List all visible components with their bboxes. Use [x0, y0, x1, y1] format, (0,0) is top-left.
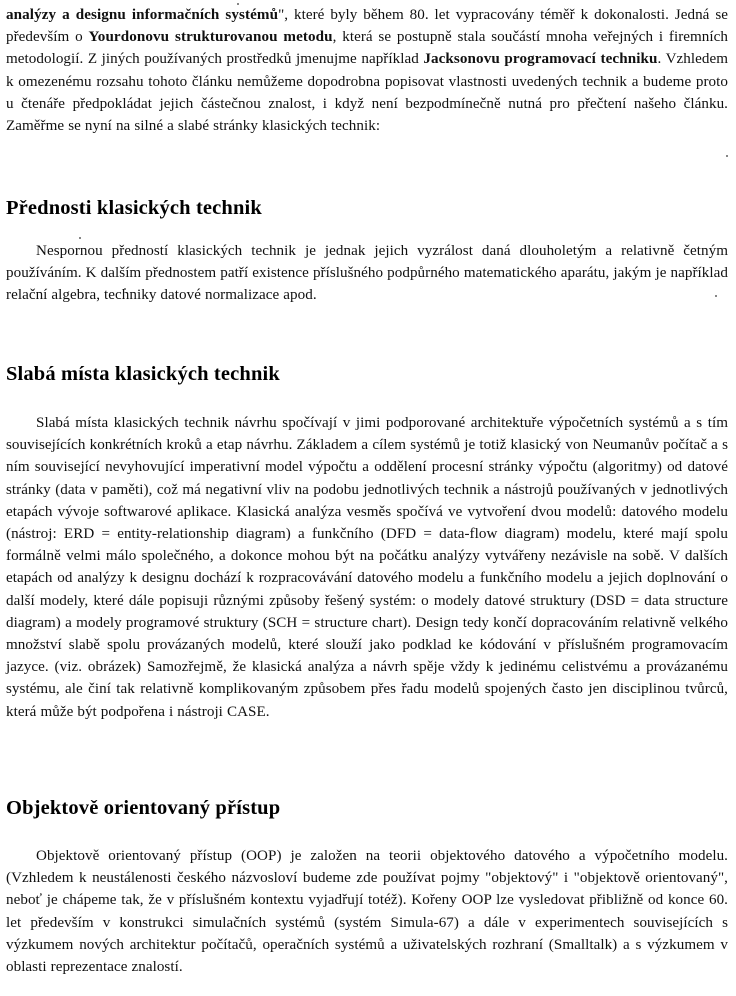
paragraph-block-prednosti — [6, 240, 728, 307]
paragraph-intro-block — [6, 4, 728, 137]
section-heading-block-1 — [6, 196, 728, 220]
paragraph-block-oop — [6, 845, 728, 978]
heading-prednosti-klasickych-technik: Přednosti klasických technik — [6, 197, 262, 219]
section-heading-block-3 — [6, 796, 728, 820]
paragraph-intro-run-6: . Vzhledem k omezenému rozsahu tohoto článku nemůžeme dopodrobna popisovat vlastnosti uvedených technik a budeme proto u čtenáře předpokládat jejich částečnou znalost, i když není bezpodmínečně nutná pro přečtení našeho článku. Zaměřme se nyní na silné a slabé stránky klasických technik: — [6, 51, 729, 135]
paragraph-intro-run-4: , která se postupně stala součástí mnoha veřejných i firemních metodologií. Z jiných používaných prostředků jmenujme například — [6, 29, 728, 68]
paragraph-prednosti: Nespornou předností klasických technik je jednak jejich vyzrálost daná dlouholetým a relativně četným používáním. K dalším přednostem patří existence příslušného podpůrného matematického aparátu, jakým je například relační algebra, techniky datové normalizace apod. — [6, 243, 728, 304]
heading-slaba-mista-klasickych-technik: Slabá místa klasických technik — [6, 363, 280, 385]
section-heading-block-2 — [6, 362, 728, 386]
paragraph-oop: Objektově orientovaný přístup (OOP) je založen na teorii objektového datového a výpočetního modelu. (Vzhledem k neustálenosti českého názvosloví budeme zde používat pojmy "objektový" i "objektově orientovaný", neboť je chápeme tak, že v příslušném kontextu vyjadřují totéž). Kořeny OOP lze vysledovat přibližně od konce 60. let především v konstrukci simulačních systémů (systém Simula-67) a dále v experimentech souvisejících s výzkumem nových architektur počítačů, operačních systémů a uživatelských rozhraní (Smalltalk) a s výzkumem v oblasti reprezentace znalostí. — [6, 848, 728, 976]
paragraph-slaba-mista: Slabá místa klasických technik návrhu spočívají v jimi podporované architektuře výpočetních systémů a s tím souvisejících konkrétních kroků a etap návrhu. Základem a cílem systémů je totiž klasický von Neumanův počítač a s ním související nevyhovující imperativní model výpočtu a oddělení procesní stránky výpočtu (algoritmy) od datové stránky (data v paměti), což má negativní vliv na podobu jednotlivých technik a nástrojů používaných v jednotlivých etapách vývoje softwarové aplikace. Klasická analýza vesměs spočívá ve vytvoření dvou modelů: datového modelu (nástroj: ERD = entity-relationship diagram) a funkčního (DFD = data-flow diagram) modelu, které mají spolu formálně velmi málo společného, a dokonce mohou být na počátku analýzy vytvářeny nezávisle na sobě. V dalších etapách od analýzy k designu dochází k rozpracovávání datového modelu a funkčního modelu a jejich doplnování o další modely, které dále popisuji různými způsoby řešený systém: o modely datové struktury (DSD = data structure diagram) a modely programové struktury (SCH = structure chart). Design tedy končí dopracováním relativně velkého množství slabě spolu provázaných modelů, které slouží jako podklad ke kódování v příslušném programovacím jazyce. (viz. obrázek) Samozřejmě, že klasická analýza a návrh spěje vždy k jedinému celistvému a provázanému systému, ale činí tak relativně komplikovaným způsobem přes řadu modelů spojených často jen disciplinou tvůrců, která může být podpořena i nástroji CASE. — [6, 415, 728, 720]
paragraph-block-slaba-mista — [6, 412, 728, 723]
heading-objektove-orientovany-pristup: Objektově orientovaný přístup — [6, 797, 281, 819]
emphasis-yourdon-method: Yourdonovu strukturovanou metodu — [88, 29, 333, 46]
emphasis-analyza-design: analýzy a designu informačních systémů — [6, 7, 279, 23]
scan-speckle — [726, 155, 728, 157]
emphasis-jackson-technique: Jacksonovu programovací techniku — [423, 51, 658, 68]
paragraph-intro-run-2: ", které byly během 80. let vypracovány téměř k dokonalosti. Jedná se především o — [6, 7, 728, 46]
scan-speckle — [79, 237, 81, 239]
paragraph-intro — [6, 4, 728, 137]
